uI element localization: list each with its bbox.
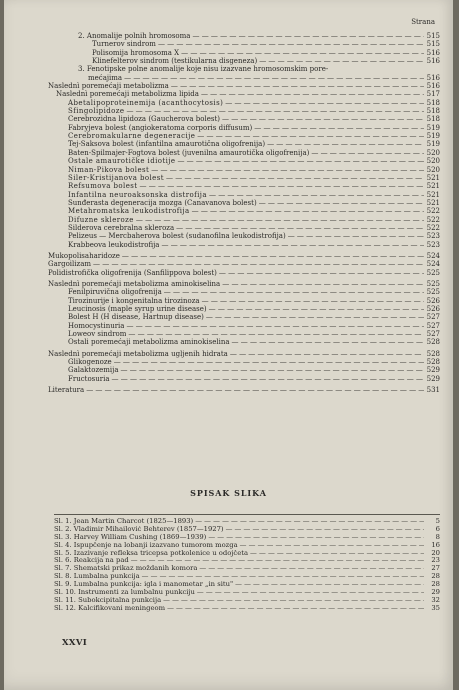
toc-entry	[48, 350, 440, 358]
toc-entry	[48, 107, 440, 115]
toc-entry-title: Metahromatska leukodistrofija	[68, 207, 190, 216]
toc-entry-page: 518	[426, 115, 440, 124]
slike-entry	[54, 550, 440, 558]
toc-entry-page: 519	[426, 123, 440, 132]
toc-entry-title: Naslednì poremećaji metabolizma	[48, 82, 169, 91]
toc-entry-title: Šiler-Kristijanova bolest	[68, 173, 164, 182]
toc-entry	[48, 49, 440, 57]
book-page	[4, 0, 453, 690]
toc-entry-title: mećajima	[88, 73, 123, 82]
leader-dashes	[200, 297, 424, 305]
slike-entry-title: Sl. 6. Reakcija na pad	[54, 557, 129, 565]
leader-dashes	[91, 260, 424, 268]
slike-entry-page: 23	[431, 556, 440, 565]
toc-entry-page: 515	[426, 32, 440, 40]
toc-entry-page: 522	[426, 223, 440, 232]
toc-entry	[48, 338, 440, 346]
list-of-figures-title: SPISAK SLIKA	[190, 488, 267, 498]
toc-entry-title: 2. Anomalije polnih hromosoma	[78, 32, 191, 40]
toc-entry-page: 519	[426, 140, 440, 149]
toc-entry-title: Polisomija hromosoma X	[92, 48, 180, 57]
leader-dashes	[120, 252, 424, 260]
leader-dashes	[199, 90, 424, 98]
toc-entry-title: Klinefelterov sindrom (testikularna disgeneza)	[92, 57, 258, 66]
toc-entry	[48, 157, 440, 165]
toc-entry-title: Pelizeus — Mercbaherova bolest (sudanofilna leukodistrofija)	[68, 232, 286, 241]
leader-dashes	[286, 232, 424, 240]
toc-entry	[48, 191, 440, 199]
slike-entry-page: 20	[431, 548, 440, 557]
leader-dashes	[165, 605, 424, 613]
toc-entry-page: 521	[426, 173, 440, 182]
toc-entry-title: Difuzne skleroze	[68, 215, 134, 224]
toc-entry	[48, 216, 440, 224]
toc-entry-title: Refsumova bolest	[68, 182, 138, 191]
toc-entry-page: 522	[426, 207, 440, 216]
toc-entry-page: 521	[426, 190, 440, 199]
leader-dashes	[164, 174, 424, 182]
toc-entry-title: Krabbeova leukodistrofija	[68, 240, 160, 249]
leader-dashes	[174, 224, 424, 232]
toc-entry	[48, 207, 440, 215]
slike-entry	[54, 597, 440, 605]
toc-entry	[48, 74, 440, 82]
toc-entry-page: 520	[426, 157, 440, 166]
table-of-contents	[48, 32, 440, 394]
toc-entry	[48, 313, 440, 321]
slike-entry	[54, 605, 440, 613]
toc-entry	[48, 269, 440, 277]
toc-entry-title: Mukopolisaharidoze	[48, 251, 120, 260]
leader-dashes	[149, 166, 424, 174]
toc-entry-page: 527	[426, 321, 440, 330]
toc-entry-title: Cerebromakularne degeneracije	[68, 132, 196, 141]
toc-entry	[48, 115, 440, 123]
toc-entry	[48, 140, 440, 148]
toc-entry-title: Homocystinuria	[68, 321, 125, 330]
leader-dashes	[197, 565, 424, 573]
toc-entry	[48, 149, 440, 157]
leader-dashes	[179, 49, 424, 57]
toc-entry	[48, 252, 440, 260]
toc-entry-title: Šilderova cerebralna skleroza	[68, 223, 175, 232]
slike-entry-page: 27	[431, 564, 440, 573]
toc-entry-title: Niman-Pikova bolest	[68, 165, 150, 174]
slike-entry	[54, 589, 440, 597]
toc-entry-title: Infantilna neuroaksonska distrofija	[68, 190, 207, 199]
toc-entry-page: 525	[426, 279, 440, 288]
leader-dashes	[190, 32, 424, 40]
toc-entry-page: 522	[426, 215, 440, 224]
toc-entry-page: 527	[426, 313, 440, 322]
slike-entry-title: Sl. 10. Instrumenti za lumbalnu punkciju	[54, 589, 195, 597]
leader-dashes	[248, 550, 424, 558]
slike-entry-page: 28	[431, 572, 440, 581]
leader-dashes	[223, 99, 424, 107]
slike-entry-page: 29	[431, 588, 440, 597]
slike-entry-page: 32	[431, 595, 440, 604]
toc-entry-title: Gargoilizam	[48, 260, 92, 269]
slike-entry-page: 16	[431, 540, 440, 549]
toc-entry-title: Abetalipoproteinemija (acanthocytosis)	[68, 98, 224, 107]
leader-dashes	[169, 82, 424, 90]
leader-dashes	[124, 322, 424, 330]
toc-entry	[48, 330, 440, 338]
toc-entry	[48, 280, 440, 288]
leader-dashes	[124, 107, 424, 115]
leader-dashes	[112, 358, 424, 366]
toc-entry-title: Bolest H (H disease, Hartnup disease)	[68, 313, 204, 322]
toc-entry	[48, 199, 440, 207]
leader-dashes	[195, 589, 424, 597]
leader-dashes	[156, 40, 424, 48]
leader-dashes	[122, 74, 424, 82]
slike-entry-title: Sl. 8. Lumbalna punkcija	[54, 573, 140, 581]
toc-entry-title: Loweov sindrom	[68, 330, 127, 339]
toc-entry	[48, 322, 440, 330]
toc-entry-page: 527	[426, 330, 440, 339]
slike-entry	[54, 526, 440, 534]
leader-dashes	[238, 542, 424, 550]
toc-entry-title: Turnerov sindrom	[92, 40, 156, 49]
leader-dashes	[257, 57, 424, 65]
leader-dashes	[206, 534, 424, 542]
toc-entry	[48, 65, 440, 73]
slike-entry-page: 35	[431, 603, 440, 612]
leader-dashes	[138, 182, 424, 190]
toc-entry-title: Fabryjeva bolest (angiokeratoma corporis diffusum)	[68, 123, 253, 132]
toc-entry-page: 516	[426, 48, 440, 57]
toc-entry-title: Sfingolipidoze	[68, 107, 125, 116]
toc-entry	[48, 99, 440, 107]
toc-entry	[48, 241, 440, 249]
toc-entry	[48, 166, 440, 174]
leader-dashes	[309, 149, 424, 157]
toc-entry	[48, 124, 440, 132]
leader-dashes	[207, 191, 424, 199]
toc-entry-title: Cerebrozidna lipidoza (Gaucherova bolest)	[68, 115, 221, 124]
toc-entry-page: 524	[426, 251, 440, 260]
toc-entry-page: 516	[426, 73, 440, 82]
toc-entry-page: 517	[426, 90, 440, 99]
leader-dashes	[257, 199, 424, 207]
toc-entry-page: 523	[426, 240, 440, 249]
strana-header: Strana	[411, 18, 435, 26]
leader-dashes	[224, 526, 424, 534]
slike-entry-title: Sl. 9. Lumbalna punkcija: igla i manometar „in situ"	[54, 581, 234, 589]
leader-dashes	[129, 557, 424, 565]
leader-dashes	[195, 132, 424, 140]
toc-entry-title: Polidistrofička oligofrenija (Sanfilippova bolest)	[48, 268, 217, 277]
toc-entry	[48, 297, 440, 305]
toc-entry-title: Tej-Saksova bolest (infantilna amaurotična oligofrenija)	[68, 140, 266, 149]
toc-entry	[48, 386, 440, 394]
toc-entry-page: 516	[426, 57, 440, 66]
leader-dashes	[126, 330, 424, 338]
toc-entry	[48, 375, 440, 383]
slike-entry-title: Sl. 4. Ispupčenje na lobanji izazvano tumorom mozga	[54, 541, 238, 549]
toc-entry	[48, 32, 440, 40]
toc-entry-page: 520	[426, 148, 440, 157]
toc-entry-page: 528	[426, 358, 440, 367]
toc-entry-title: Ostali poremećaji metabolizma aminokiselina	[68, 338, 230, 347]
slike-entry-page: 6	[435, 524, 440, 533]
toc-entry-page: 525	[426, 288, 440, 297]
list-of-figures	[54, 514, 440, 613]
toc-entry	[48, 40, 440, 48]
page-number: XXVI	[62, 638, 88, 648]
toc-entry-page: 521	[426, 182, 440, 191]
leader-dashes	[134, 216, 424, 224]
toc-entry-title: Galaktozemija	[68, 366, 119, 375]
slike-entry	[54, 518, 440, 526]
leader-dashes	[217, 269, 424, 277]
toc-entry-page: 525	[426, 268, 440, 277]
toc-entry	[48, 366, 440, 374]
leader-dashes	[207, 305, 424, 313]
toc-entry-page: 529	[426, 374, 440, 383]
leader-dashes	[175, 157, 424, 165]
slike-entry	[54, 581, 440, 589]
toc-entry	[48, 358, 440, 366]
slike-entry	[54, 573, 440, 581]
slike-entry	[54, 542, 440, 550]
toc-entry-title: Naslednì poremećaji metabolizma lipida	[56, 90, 199, 99]
leader-dashes	[252, 124, 424, 132]
toc-entry-title: Baten-Špilmajer-Fogtova bolest (juvenilna amaurotička oligofrenija)	[68, 148, 310, 157]
toc-entry-page: 518	[426, 107, 440, 116]
slike-entry	[54, 557, 440, 565]
slike-entry-title: Sl. 5. Izazivanje refleksa tricepsa potkolenice u odojčeta	[54, 549, 249, 557]
toc-entry-page: 529	[426, 366, 440, 375]
toc-entry	[48, 132, 440, 140]
toc-entry	[48, 174, 440, 182]
leader-dashes	[162, 288, 424, 296]
toc-entry-page: 520	[426, 165, 440, 174]
leader-dashes	[204, 313, 424, 321]
leader-dashes	[110, 375, 424, 383]
slike-entry-page: 28	[431, 580, 440, 589]
leader-dashes	[159, 241, 424, 249]
leader-dashes	[220, 280, 424, 288]
toc-entry-page: 521	[426, 198, 440, 207]
toc-entry-title: Glikogenoze	[68, 358, 112, 367]
leader-dashes	[193, 518, 424, 526]
toc-entry-page: 518	[426, 98, 440, 107]
toc-entry-page: 519	[426, 132, 440, 141]
toc-entry	[48, 57, 440, 65]
toc-entry	[48, 90, 440, 98]
toc-entry-title: Tirozinurije i kongenitalna tirozinoza	[68, 296, 200, 305]
toc-entry	[48, 82, 440, 90]
leader-dashes	[84, 386, 424, 394]
toc-entry-title: Fructosuria	[68, 374, 110, 383]
toc-entry	[48, 182, 440, 190]
slike-entry-page: 8	[435, 532, 440, 541]
leader-dashes	[190, 207, 424, 215]
toc-entry-page: 528	[426, 338, 440, 347]
toc-entry-page: 516	[426, 82, 440, 91]
leader-dashes	[140, 573, 424, 581]
slike-entry-title: Sl. 3. Harvey William Cushing (1869—1939)	[54, 533, 207, 541]
toc-entry-page: 515	[426, 40, 440, 49]
leader-dashes	[265, 140, 424, 148]
toc-entry-title: Ostale amaurotičke idiotije	[68, 157, 176, 166]
slike-entry-title: Sl. 12. Kalcifikovani meningeom	[54, 604, 166, 612]
leader-dashes	[220, 115, 424, 123]
toc-entry-title: Leucinosis (maple syrup urine disease)	[68, 305, 207, 313]
toc-entry	[48, 260, 440, 268]
toc-entry-page: 531	[426, 386, 440, 395]
slike-entry-title: Sl. 7. Shematski prikaz moždanih komora	[54, 565, 198, 573]
slike-entry-title: Sl. 1. Jean Martin Charcot (1825—1893)	[54, 518, 194, 525]
toc-entry-page: 524	[426, 260, 440, 269]
toc-entry-title: Naslednì poremećaji metabolizma ugljenih hidrata	[48, 349, 228, 358]
slike-entry	[54, 534, 440, 542]
toc-entry-page: 526	[426, 296, 440, 305]
leader-dashes	[230, 338, 424, 346]
toc-entry-title: Fenilpiruvična oligofrenija	[68, 288, 162, 297]
toc-entry	[48, 232, 440, 240]
toc-entry	[48, 224, 440, 232]
slike-entry	[54, 565, 440, 573]
toc-entry-page: 526	[426, 305, 440, 313]
toc-entry	[48, 288, 440, 296]
toc-entry	[48, 305, 440, 313]
slike-entry-title: Sl. 2. Vladimir Mihailović Behterev (1857—1927)	[54, 525, 224, 533]
slike-entry-title: Sl. 11. Subokcipitalna punkcija	[54, 596, 162, 604]
toc-entry-title: Literatura	[48, 386, 85, 395]
toc-entry-page: 523	[426, 232, 440, 241]
leader-dashes	[233, 581, 424, 589]
slike-entry-page: 5	[435, 517, 440, 525]
leader-dashes	[119, 366, 425, 374]
toc-entry-title: 3. Fenotipske polne anomalije koje nisu izazvane hromosomskim pore-	[78, 65, 329, 74]
leader-dashes	[161, 597, 424, 605]
toc-entry-title: Naslednì poremećaji metabolizma aminokiselina	[48, 279, 221, 288]
toc-entry-page: 528	[426, 349, 440, 358]
leader-dashes	[228, 350, 424, 358]
toc-entry-title: Sunđerasta degeneracija mozga (Canavanova bolest)	[68, 198, 257, 207]
